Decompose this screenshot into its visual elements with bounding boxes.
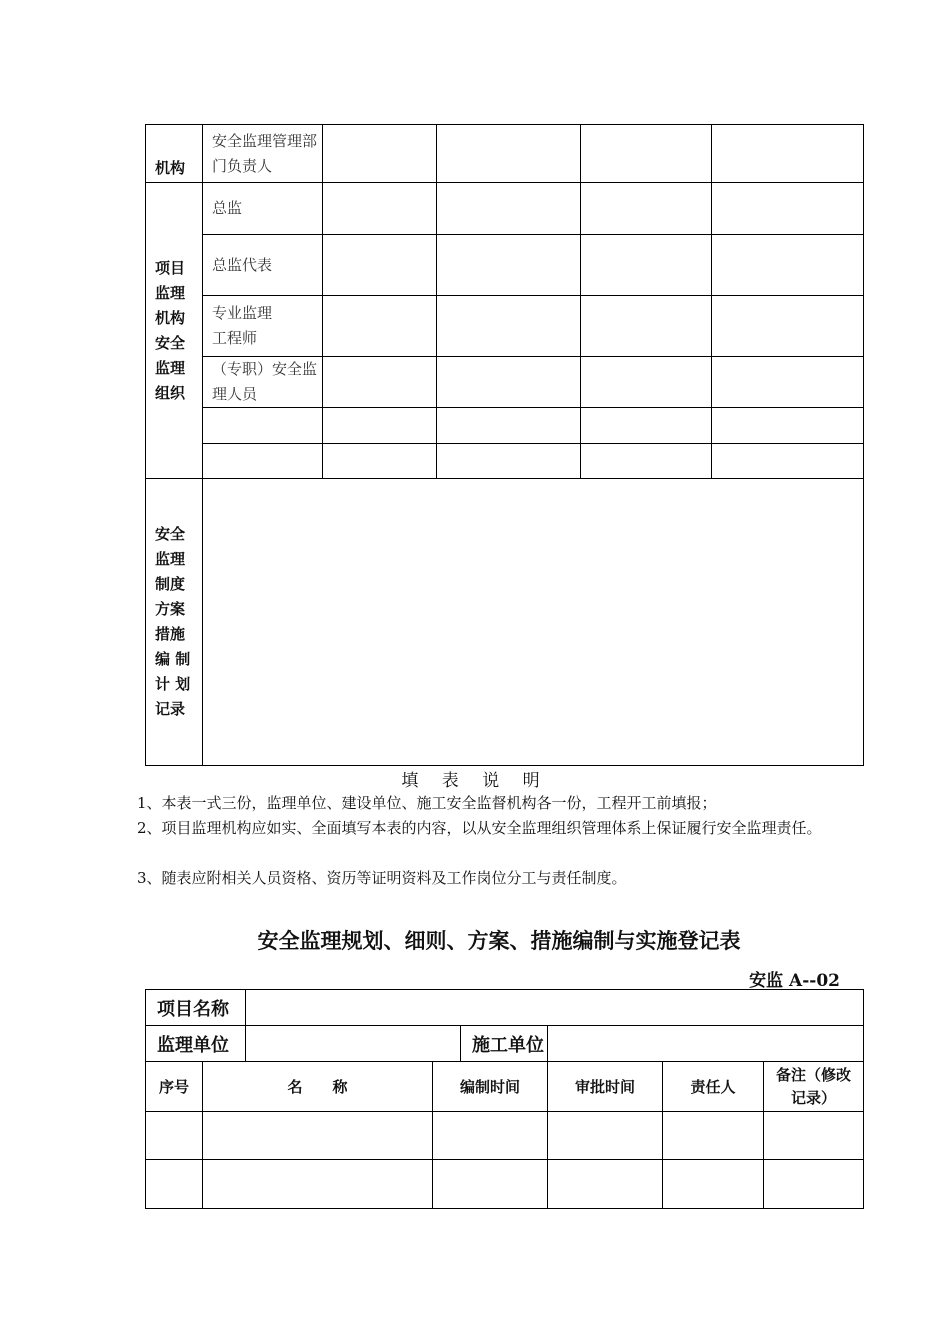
note-item-1: 1、本表一式三份，监理单位、建设单位、施工安全监督机构各一份，工程开工前填报；	[137, 794, 717, 812]
cell[interactable]	[203, 1160, 433, 1209]
role-safety-label: （专职）安全监理人员	[203, 357, 323, 408]
table-row	[146, 1112, 864, 1160]
cell[interactable]	[437, 408, 581, 444]
org-label: 机构	[146, 125, 203, 183]
cell[interactable]	[323, 357, 437, 408]
cell[interactable]	[146, 1112, 203, 1160]
cell[interactable]	[581, 357, 712, 408]
cell[interactable]	[548, 1112, 663, 1160]
role-deputy-label: 总监代表	[203, 235, 323, 296]
cell[interactable]	[437, 183, 581, 235]
col-header-responsible: 责任人	[663, 1062, 764, 1112]
cell[interactable]	[712, 357, 864, 408]
cell[interactable]	[581, 183, 712, 235]
construction-unit-field[interactable]	[548, 1026, 864, 1062]
plan-record-label: 安全监理制度方案措施编 制计 划记录	[146, 479, 203, 766]
role-engineer-label: 专业监理工程师	[203, 296, 323, 357]
cell[interactable]	[203, 444, 323, 479]
col-header-remarks: 备注（修改记录）	[764, 1062, 864, 1112]
cell[interactable]	[437, 125, 581, 183]
supervision-unit-field[interactable]	[246, 1026, 461, 1062]
cell[interactable]	[437, 357, 581, 408]
cell[interactable]	[146, 1160, 203, 1209]
cell[interactable]	[323, 183, 437, 235]
cell[interactable]	[323, 296, 437, 357]
cell[interactable]	[323, 125, 437, 183]
col-header-compile-time: 编制时间	[433, 1062, 548, 1112]
project-org-label: 项目监理机构安全监理组织	[146, 183, 203, 479]
col-header-approve-time: 审批时间	[548, 1062, 663, 1112]
cell[interactable]	[433, 1160, 548, 1209]
project-name-label: 项目名称	[146, 990, 246, 1026]
cell[interactable]	[581, 235, 712, 296]
cell[interactable]	[203, 1112, 433, 1160]
plan-register-table	[145, 989, 864, 1209]
form-code: 安监 A--02	[749, 971, 840, 991]
plan-record-content[interactable]	[203, 479, 864, 766]
cell[interactable]	[581, 444, 712, 479]
role-chief-label: 总监	[203, 183, 323, 235]
form-title: 安全监理规划、细则、方案、措施编制与实施登记表	[257, 928, 741, 953]
cell[interactable]	[548, 1160, 663, 1209]
construction-unit-label: 施工单位	[461, 1026, 548, 1062]
note-item-3: 3、随表应附相关人员资格、资历等证明资料及工作岗位分工与责任制度。	[137, 869, 627, 887]
cell[interactable]	[663, 1112, 764, 1160]
col-header-name: 名 称	[203, 1062, 433, 1112]
cell[interactable]	[712, 444, 864, 479]
col-header-index: 序号	[146, 1062, 203, 1112]
cell[interactable]	[712, 296, 864, 357]
cell[interactable]	[203, 408, 323, 444]
cell[interactable]	[712, 183, 864, 235]
supervision-unit-label: 监理单位	[146, 1026, 246, 1062]
cell[interactable]	[433, 1112, 548, 1160]
cell[interactable]	[581, 296, 712, 357]
cell[interactable]	[764, 1160, 864, 1209]
cell[interactable]	[323, 235, 437, 296]
cell[interactable]	[437, 444, 581, 479]
cell[interactable]	[764, 1112, 864, 1160]
cell[interactable]	[581, 125, 712, 183]
cell[interactable]	[581, 408, 712, 444]
role-manager-label: 安全监理管理部门负责人	[203, 125, 323, 183]
cell[interactable]	[323, 444, 437, 479]
cell[interactable]	[323, 408, 437, 444]
note-item-2: 2、项目监理机构应如实、全面填写本表的内容，以从安全监理组织管理体系上保证履行安全监理责任。	[137, 819, 822, 837]
cell[interactable]	[663, 1160, 764, 1209]
table-row	[146, 1160, 864, 1209]
cell[interactable]	[712, 125, 864, 183]
cell[interactable]	[712, 235, 864, 296]
cell[interactable]	[437, 296, 581, 357]
notes-title: 填 表 说 明	[401, 771, 549, 791]
cell[interactable]	[712, 408, 864, 444]
organization-table	[145, 124, 864, 766]
project-name-field[interactable]	[246, 990, 864, 1026]
cell[interactable]	[437, 235, 581, 296]
